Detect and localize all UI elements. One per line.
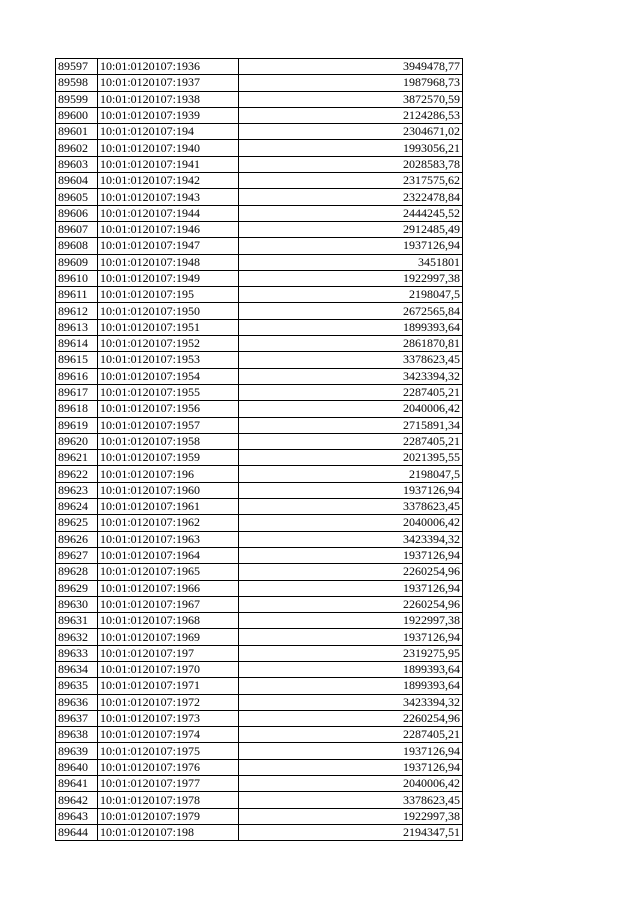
value-cell: 1899393,64 <box>239 319 463 335</box>
row-id-cell: 89600 <box>56 107 98 123</box>
table-row <box>56 710 463 726</box>
cadastral-code-cell: 10:01:0120107:1938 <box>98 91 239 107</box>
table-row <box>56 547 463 563</box>
table-row <box>56 661 463 677</box>
table-row <box>56 401 463 417</box>
value-cell: 2319275,95 <box>239 645 463 661</box>
value-cell: 2912485,49 <box>239 221 463 237</box>
value-cell: 2715891,34 <box>239 417 463 433</box>
table-row <box>56 384 463 400</box>
value-cell: 2861870,81 <box>239 336 463 352</box>
value-cell: 2287405,21 <box>239 384 463 400</box>
row-id-cell: 89612 <box>56 303 98 319</box>
row-id-cell: 89620 <box>56 433 98 449</box>
cadastral-code-cell: 10:01:0120107:1953 <box>98 352 239 368</box>
table-row <box>56 254 463 270</box>
table-row <box>56 107 463 123</box>
value-cell: 1922997,38 <box>239 808 463 824</box>
row-id-cell: 89607 <box>56 221 98 237</box>
table-row <box>56 759 463 775</box>
cadastral-code-cell: 10:01:0120107:1962 <box>98 515 239 531</box>
row-id-cell: 89642 <box>56 792 98 808</box>
table-row <box>56 91 463 107</box>
cadastral-code-cell: 10:01:0120107:1976 <box>98 759 239 775</box>
value-cell: 2287405,21 <box>239 433 463 449</box>
row-id-cell: 89643 <box>56 808 98 824</box>
cadastral-code-cell: 10:01:0120107:1974 <box>98 727 239 743</box>
row-id-cell: 89609 <box>56 254 98 270</box>
row-id-cell: 89615 <box>56 352 98 368</box>
table-row <box>56 694 463 710</box>
table-row <box>56 596 463 612</box>
value-cell: 2021395,55 <box>239 450 463 466</box>
row-id-cell: 89611 <box>56 287 98 303</box>
table-row <box>56 466 463 482</box>
cadastral-code-cell: 10:01:0120107:1979 <box>98 808 239 824</box>
table-row <box>56 678 463 694</box>
value-cell: 2317575,62 <box>239 173 463 189</box>
table-row <box>56 417 463 433</box>
cadastral-code-cell: 10:01:0120107:1943 <box>98 189 239 205</box>
cadastral-code-cell: 10:01:0120107:1942 <box>98 173 239 189</box>
row-id-cell: 89605 <box>56 189 98 205</box>
row-id-cell: 89610 <box>56 270 98 286</box>
table-row <box>56 727 463 743</box>
cadastral-code-cell: 10:01:0120107:1957 <box>98 417 239 433</box>
cadastral-code-cell: 10:01:0120107:1978 <box>98 792 239 808</box>
cadastral-code-cell: 10:01:0120107:1964 <box>98 547 239 563</box>
value-cell: 1922997,38 <box>239 270 463 286</box>
cadastral-code-cell: 10:01:0120107:197 <box>98 645 239 661</box>
table-row <box>56 336 463 352</box>
cadastral-code-cell: 10:01:0120107:1958 <box>98 433 239 449</box>
row-id-cell: 89630 <box>56 596 98 612</box>
value-cell: 1937126,94 <box>239 238 463 254</box>
table-row <box>56 515 463 531</box>
row-id-cell: 89634 <box>56 661 98 677</box>
row-id-cell: 89641 <box>56 776 98 792</box>
row-id-cell: 89635 <box>56 678 98 694</box>
value-cell: 2028583,78 <box>239 156 463 172</box>
row-id-cell: 89616 <box>56 368 98 384</box>
value-cell: 2260254,96 <box>239 596 463 612</box>
cadastral-code-cell: 10:01:0120107:1966 <box>98 580 239 596</box>
row-id-cell: 89639 <box>56 743 98 759</box>
value-cell: 2304671,02 <box>239 124 463 140</box>
value-cell: 2260254,96 <box>239 564 463 580</box>
table-row <box>56 287 463 303</box>
cadastral-code-cell: 10:01:0120107:1952 <box>98 336 239 352</box>
value-cell: 3423394,32 <box>239 694 463 710</box>
row-id-cell: 89633 <box>56 645 98 661</box>
cadastral-code-cell: 10:01:0120107:1936 <box>98 59 239 75</box>
cadastral-code-cell: 10:01:0120107:1963 <box>98 531 239 547</box>
table-row <box>56 189 463 205</box>
row-id-cell: 89618 <box>56 401 98 417</box>
cadastral-code-cell: 10:01:0120107:1972 <box>98 694 239 710</box>
cadastral-code-cell: 10:01:0120107:1951 <box>98 319 239 335</box>
value-cell: 3451801 <box>239 254 463 270</box>
cadastral-code-cell: 10:01:0120107:1947 <box>98 238 239 254</box>
table-row <box>56 743 463 759</box>
table-row <box>56 59 463 75</box>
table-row <box>56 564 463 580</box>
table-row <box>56 776 463 792</box>
row-id-cell: 89636 <box>56 694 98 710</box>
row-id-cell: 89628 <box>56 564 98 580</box>
row-id-cell: 89601 <box>56 124 98 140</box>
row-id-cell: 89602 <box>56 140 98 156</box>
row-id-cell: 89614 <box>56 336 98 352</box>
value-cell: 3423394,32 <box>239 368 463 384</box>
cadastral-code-cell: 10:01:0120107:194 <box>98 124 239 140</box>
row-id-cell: 89638 <box>56 727 98 743</box>
table-row <box>56 499 463 515</box>
value-cell: 1937126,94 <box>239 580 463 596</box>
table-row <box>56 156 463 172</box>
cadastral-code-cell: 10:01:0120107:198 <box>98 824 239 840</box>
row-id-cell: 89632 <box>56 629 98 645</box>
cadastral-code-cell: 10:01:0120107:1955 <box>98 384 239 400</box>
cadastral-code-cell: 10:01:0120107:1950 <box>98 303 239 319</box>
value-cell: 2040006,42 <box>239 515 463 531</box>
row-id-cell: 89604 <box>56 173 98 189</box>
cadastral-code-cell: 10:01:0120107:1977 <box>98 776 239 792</box>
cadastral-code-cell: 10:01:0120107:1940 <box>98 140 239 156</box>
value-cell: 3423394,32 <box>239 531 463 547</box>
row-id-cell: 89623 <box>56 482 98 498</box>
table-row <box>56 482 463 498</box>
cadastral-code-cell: 10:01:0120107:1960 <box>98 482 239 498</box>
cadastral-code-cell: 10:01:0120107:1946 <box>98 221 239 237</box>
value-cell: 1937126,94 <box>239 629 463 645</box>
cadastral-code-cell: 10:01:0120107:1961 <box>98 499 239 515</box>
cadastral-code-cell: 10:01:0120107:1956 <box>98 401 239 417</box>
cadastral-code-cell: 10:01:0120107:1939 <box>98 107 239 123</box>
value-cell: 2040006,42 <box>239 401 463 417</box>
value-cell: 2198047,5 <box>239 287 463 303</box>
table-row <box>56 270 463 286</box>
table-row <box>56 645 463 661</box>
value-cell: 1987968,73 <box>239 75 463 91</box>
cadastral-code-cell: 10:01:0120107:1944 <box>98 205 239 221</box>
value-cell: 1937126,94 <box>239 759 463 775</box>
row-id-cell: 89606 <box>56 205 98 221</box>
table-row <box>56 238 463 254</box>
table-row <box>56 319 463 335</box>
table-row <box>56 352 463 368</box>
row-id-cell: 89621 <box>56 450 98 466</box>
cadastral-code-cell: 10:01:0120107:195 <box>98 287 239 303</box>
table-row <box>56 629 463 645</box>
row-id-cell: 89613 <box>56 319 98 335</box>
value-cell: 2040006,42 <box>239 776 463 792</box>
value-cell: 2260254,96 <box>239 710 463 726</box>
cadastral-code-cell: 10:01:0120107:1937 <box>98 75 239 91</box>
cadastral-code-cell: 10:01:0120107:1968 <box>98 613 239 629</box>
value-cell: 3378623,45 <box>239 352 463 368</box>
table-row <box>56 808 463 824</box>
value-cell: 1937126,94 <box>239 547 463 563</box>
value-cell: 1993056,21 <box>239 140 463 156</box>
table-row <box>56 824 463 840</box>
row-id-cell: 89617 <box>56 384 98 400</box>
cadastral-code-cell: 10:01:0120107:1967 <box>98 596 239 612</box>
cadastral-code-cell: 10:01:0120107:1970 <box>98 661 239 677</box>
row-id-cell: 89619 <box>56 417 98 433</box>
value-cell: 1937126,94 <box>239 482 463 498</box>
value-cell: 3949478,77 <box>239 59 463 75</box>
value-cell: 2444245,52 <box>239 205 463 221</box>
table-row <box>56 531 463 547</box>
value-cell: 3378623,45 <box>239 499 463 515</box>
cadastral-code-cell: 10:01:0120107:1975 <box>98 743 239 759</box>
table-row <box>56 613 463 629</box>
cadastral-code-cell: 10:01:0120107:1969 <box>98 629 239 645</box>
value-cell: 2322478,84 <box>239 189 463 205</box>
row-id-cell: 89622 <box>56 466 98 482</box>
value-cell: 3872570,59 <box>239 91 463 107</box>
cadastral-code-cell: 10:01:0120107:1954 <box>98 368 239 384</box>
cadastral-code-cell: 10:01:0120107:1949 <box>98 270 239 286</box>
row-id-cell: 89597 <box>56 59 98 75</box>
value-cell: 1899393,64 <box>239 678 463 694</box>
table-row <box>56 450 463 466</box>
value-cell: 3378623,45 <box>239 792 463 808</box>
row-id-cell: 89625 <box>56 515 98 531</box>
table-row <box>56 75 463 91</box>
value-cell: 2124286,53 <box>239 107 463 123</box>
table-row <box>56 173 463 189</box>
cadastral-code-cell: 10:01:0120107:1973 <box>98 710 239 726</box>
table-row <box>56 433 463 449</box>
value-cell: 1899393,64 <box>239 661 463 677</box>
cadastral-code-cell: 10:01:0120107:1941 <box>98 156 239 172</box>
value-cell: 1937126,94 <box>239 743 463 759</box>
table-row <box>56 792 463 808</box>
cadastral-code-cell: 10:01:0120107:1948 <box>98 254 239 270</box>
table-row <box>56 124 463 140</box>
value-cell: 2194347,51 <box>239 824 463 840</box>
table-row <box>56 580 463 596</box>
table-row <box>56 140 463 156</box>
cadastral-code-cell: 10:01:0120107:1965 <box>98 564 239 580</box>
table-row <box>56 368 463 384</box>
row-id-cell: 89598 <box>56 75 98 91</box>
cadastral-code-cell: 10:01:0120107:196 <box>98 466 239 482</box>
cadastral-code-cell: 10:01:0120107:1959 <box>98 450 239 466</box>
row-id-cell: 89599 <box>56 91 98 107</box>
row-id-cell: 89640 <box>56 759 98 775</box>
table-row <box>56 221 463 237</box>
row-id-cell: 89629 <box>56 580 98 596</box>
row-id-cell: 89603 <box>56 156 98 172</box>
row-id-cell: 89637 <box>56 710 98 726</box>
row-id-cell: 89608 <box>56 238 98 254</box>
table-row <box>56 303 463 319</box>
data-table <box>55 58 463 841</box>
row-id-cell: 89644 <box>56 824 98 840</box>
row-id-cell: 89626 <box>56 531 98 547</box>
table-row <box>56 205 463 221</box>
value-cell: 1922997,38 <box>239 613 463 629</box>
row-id-cell: 89631 <box>56 613 98 629</box>
row-id-cell: 89624 <box>56 499 98 515</box>
value-cell: 2198047,5 <box>239 466 463 482</box>
table-body <box>56 59 463 841</box>
value-cell: 2287405,21 <box>239 727 463 743</box>
row-id-cell: 89627 <box>56 547 98 563</box>
cadastral-code-cell: 10:01:0120107:1971 <box>98 678 239 694</box>
value-cell: 2672565,84 <box>239 303 463 319</box>
